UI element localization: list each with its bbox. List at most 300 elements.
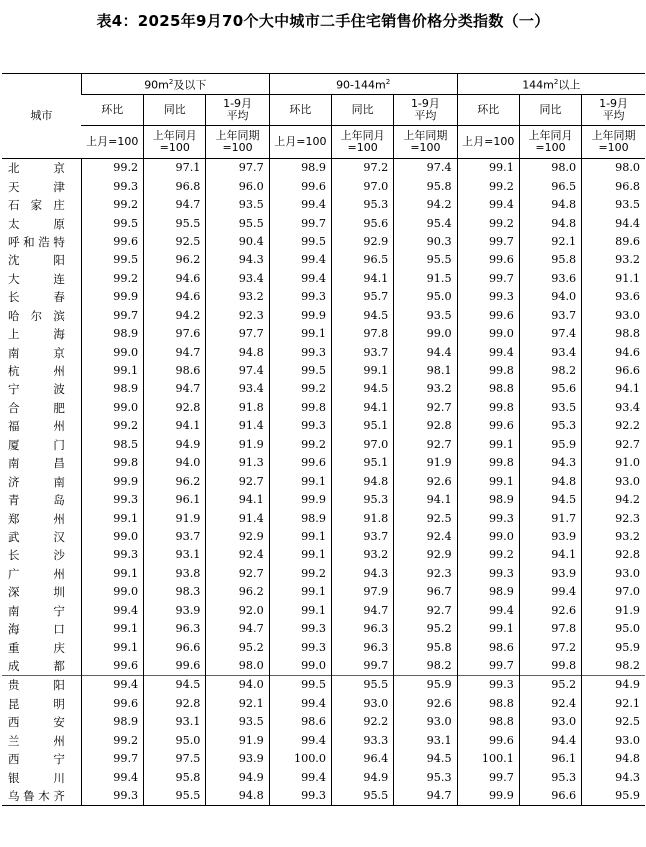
table-row	[2, 565, 645, 583]
index-value: 99.4	[519, 583, 581, 601]
index-value: 99.3	[81, 546, 143, 564]
city-name: 太 原	[8, 216, 65, 231]
index-value: 95.5	[144, 787, 206, 806]
index-value: 96.8	[144, 177, 206, 195]
city-name: 福 州	[8, 419, 65, 434]
index-value: 98.0	[582, 159, 645, 178]
index-value: 93.2	[582, 251, 645, 269]
index-value: 93.6	[582, 288, 645, 306]
index-value: 99.3	[81, 787, 143, 806]
index-value: 96.2	[144, 472, 206, 490]
index-value: 91.4	[206, 417, 269, 435]
index-value: 95.3	[331, 491, 393, 509]
index-value: 99.4	[457, 196, 519, 214]
index-value: 99.6	[144, 657, 206, 676]
index-value: 99.7	[457, 233, 519, 251]
index-value: 97.5	[144, 750, 206, 768]
yoy-base: 上年同月 =100	[519, 126, 581, 159]
city-name: 合 肥	[8, 400, 65, 415]
table-row	[2, 657, 645, 676]
index-value: 92.9	[206, 528, 269, 546]
index-value: 97.9	[331, 583, 393, 601]
index-value: 99.2	[81, 196, 143, 214]
index-value: 93.9	[144, 602, 206, 620]
table-row	[2, 732, 645, 750]
index-value: 95.5	[331, 787, 393, 806]
index-value: 99.3	[457, 288, 519, 306]
city-name: 上 海	[8, 327, 65, 342]
index-value: 93.0	[331, 695, 393, 713]
yoy-base: 上年同月 =100	[331, 126, 393, 159]
table-row	[2, 472, 645, 490]
index-value: 94.7	[144, 196, 206, 214]
index-value: 95.8	[394, 177, 457, 195]
index-value: 92.7	[582, 436, 645, 454]
index-value: 91.5	[394, 270, 457, 288]
index-value: 99.9	[81, 288, 143, 306]
table-header	[2, 74, 645, 159]
index-value: 92.5	[144, 233, 206, 251]
index-value: 91.9	[394, 454, 457, 472]
index-value: 91.9	[582, 602, 645, 620]
index-value: 99.5	[269, 362, 331, 380]
index-value: 95.8	[144, 768, 206, 786]
index-value: 99.7	[81, 307, 143, 325]
index-value: 99.1	[457, 436, 519, 454]
city-name: 石 家 庄	[8, 198, 65, 213]
index-value: 99.5	[269, 676, 331, 695]
index-value: 94.7	[394, 787, 457, 806]
index-value: 99.4	[81, 676, 143, 695]
index-value: 93.0	[582, 307, 645, 325]
index-value: 94.2	[582, 491, 645, 509]
index-value: 93.0	[582, 472, 645, 490]
index-value: 99.4	[457, 343, 519, 361]
index-value: 99.6	[81, 233, 143, 251]
index-value: 94.5	[144, 676, 206, 695]
index-value: 94.6	[582, 343, 645, 361]
table-row	[2, 787, 645, 806]
index-value: 96.5	[331, 251, 393, 269]
index-value: 92.2	[331, 713, 393, 731]
index-value: 99.6	[457, 251, 519, 269]
index-value: 94.1	[144, 417, 206, 435]
index-value: 99.0	[81, 399, 143, 417]
index-value: 93.5	[394, 307, 457, 325]
index-value: 99.9	[457, 787, 519, 806]
index-value: 94.7	[331, 602, 393, 620]
city-name: 长 沙	[8, 548, 65, 563]
index-value: 98.6	[457, 638, 519, 656]
table-row	[2, 399, 645, 417]
index-value: 99.6	[81, 657, 143, 676]
table-row	[2, 288, 645, 306]
index-value: 99.4	[457, 602, 519, 620]
index-value: 94.0	[144, 454, 206, 472]
index-value: 94.8	[331, 472, 393, 490]
index-value: 93.4	[206, 380, 269, 398]
index-value: 99.3	[81, 491, 143, 509]
index-value: 96.3	[331, 638, 393, 656]
index-value: 96.1	[144, 491, 206, 509]
index-value: 94.5	[519, 491, 581, 509]
index-value: 99.4	[81, 768, 143, 786]
ytd-avg-header: 1-9月 平均	[394, 95, 457, 126]
city-name: 深 圳	[8, 585, 65, 600]
index-value: 95.4	[394, 214, 457, 232]
index-value: 94.8	[519, 214, 581, 232]
index-value: 95.9	[394, 676, 457, 695]
index-value: 98.6	[144, 362, 206, 380]
index-value: 93.4	[206, 270, 269, 288]
index-value: 93.2	[394, 380, 457, 398]
index-value: 99.3	[457, 676, 519, 695]
index-value: 99.1	[457, 472, 519, 490]
ytd-avg-header: 1-9月 平均	[206, 95, 269, 126]
yoy-header: 同比	[331, 95, 393, 126]
index-value: 99.1	[81, 620, 143, 638]
table-row	[2, 436, 645, 454]
city-name: 青 岛	[8, 493, 65, 508]
index-value: 97.2	[331, 159, 393, 178]
index-value: 93.7	[144, 528, 206, 546]
index-value: 99.1	[81, 509, 143, 527]
index-value: 92.2	[582, 417, 645, 435]
index-value: 97.4	[519, 325, 581, 343]
index-value: 99.3	[269, 638, 331, 656]
index-value: 96.0	[206, 177, 269, 195]
city-name: 广 州	[8, 566, 65, 581]
index-value: 95.1	[331, 417, 393, 435]
index-value: 100.1	[457, 750, 519, 768]
index-value: 93.0	[582, 565, 645, 583]
city-name: 成 都	[8, 659, 65, 674]
index-value: 99.9	[81, 472, 143, 490]
subheader-row	[2, 95, 645, 126]
index-value: 94.9	[331, 768, 393, 786]
index-value: 94.7	[206, 620, 269, 638]
index-value: 99.2	[269, 436, 331, 454]
mom-base: 上月=100	[457, 126, 519, 159]
index-value: 99.4	[269, 270, 331, 288]
index-value: 93.3	[331, 732, 393, 750]
city-column-header: 城市	[2, 74, 81, 159]
index-value: 92.7	[394, 602, 457, 620]
index-value: 95.3	[519, 768, 581, 786]
index-value: 97.0	[582, 583, 645, 601]
city-name: 沈 阳	[8, 253, 65, 268]
yoy-header: 同比	[519, 95, 581, 126]
index-value: 89.6	[582, 233, 645, 251]
index-value: 99.6	[269, 454, 331, 472]
index-value: 94.3	[582, 768, 645, 786]
yoy-header: 同比	[144, 95, 206, 126]
ytd-avg-header: 1-9月 平均	[582, 95, 645, 126]
index-value: 93.9	[519, 528, 581, 546]
index-value: 93.0	[394, 713, 457, 731]
index-value: 99.8	[519, 657, 581, 676]
index-value: 91.4	[206, 509, 269, 527]
index-value: 95.2	[206, 638, 269, 656]
city-name: 乌鲁木齐	[2, 787, 81, 806]
table-row	[2, 509, 645, 527]
table-row	[2, 196, 645, 214]
index-value: 97.8	[331, 325, 393, 343]
index-value: 92.3	[206, 307, 269, 325]
index-value: 93.2	[331, 546, 393, 564]
index-value: 94.1	[394, 491, 457, 509]
index-value: 95.3	[519, 417, 581, 435]
index-value: 92.7	[206, 565, 269, 583]
index-value: 94.1	[331, 270, 393, 288]
city-name: 武 汉	[8, 529, 65, 544]
index-value: 93.4	[582, 399, 645, 417]
index-value: 99.4	[269, 251, 331, 269]
index-value: 99.8	[81, 454, 143, 472]
index-value: 99.1	[269, 325, 331, 343]
index-value: 92.7	[394, 399, 457, 417]
index-value: 99.7	[331, 657, 393, 676]
index-value: 95.7	[331, 288, 393, 306]
index-value: 93.5	[206, 713, 269, 731]
city-name: 南 昌	[8, 456, 65, 471]
table-row	[2, 676, 645, 695]
city-name: 大 连	[8, 271, 65, 286]
index-value: 99.5	[81, 214, 143, 232]
index-value: 96.5	[519, 177, 581, 195]
index-value: 93.5	[519, 399, 581, 417]
index-value: 93.5	[206, 196, 269, 214]
index-value: 98.1	[394, 362, 457, 380]
city-name: 济 南	[8, 474, 65, 489]
index-value: 95.0	[394, 288, 457, 306]
index-value: 98.8	[457, 695, 519, 713]
index-value: 94.8	[206, 787, 269, 806]
table-row	[2, 602, 645, 620]
group-header-90-144: $90-144m^2$	[269, 74, 457, 95]
table-row	[2, 491, 645, 509]
index-value: 91.1	[582, 270, 645, 288]
table-title: 表4：2025年9月70个大中城市二手住宅销售价格分类指数（一）	[96, 12, 550, 30]
index-value: 94.9	[582, 676, 645, 695]
city-name: 重 庆	[8, 640, 65, 655]
index-value: 98.6	[269, 713, 331, 731]
index-value: 92.4	[394, 528, 457, 546]
index-value: 94.2	[394, 196, 457, 214]
index-value: 93.7	[331, 343, 393, 361]
city-name: 昆 明	[8, 696, 65, 711]
table-row	[2, 713, 645, 731]
table-row	[2, 214, 645, 232]
index-value: 97.0	[331, 177, 393, 195]
index-value: 92.1	[519, 233, 581, 251]
index-value: 91.3	[206, 454, 269, 472]
mom-header: 环比	[457, 95, 519, 126]
index-value: 94.8	[519, 196, 581, 214]
index-value: 99.2	[457, 214, 519, 232]
index-value: 94.0	[206, 676, 269, 695]
index-value: 99.3	[457, 565, 519, 583]
index-value: 95.5	[144, 214, 206, 232]
index-value: 97.8	[519, 620, 581, 638]
city-name: 宁 波	[8, 382, 65, 397]
index-value: 93.5	[582, 196, 645, 214]
city-name: 贵 阳	[2, 676, 81, 695]
index-value: 92.4	[519, 695, 581, 713]
index-value: 94.2	[144, 307, 206, 325]
index-value: 99.1	[269, 528, 331, 546]
index-value: 94.8	[206, 343, 269, 361]
index-value: 98.3	[144, 583, 206, 601]
index-value: 94.3	[331, 565, 393, 583]
index-value: 99.2	[81, 270, 143, 288]
index-value: 95.9	[582, 787, 645, 806]
index-value: 94.0	[519, 288, 581, 306]
index-value: 94.6	[144, 288, 206, 306]
index-value: 92.6	[394, 472, 457, 490]
index-value: 93.2	[206, 288, 269, 306]
index-value: 94.3	[206, 251, 269, 269]
index-value: 92.1	[206, 695, 269, 713]
index-value: 96.3	[331, 620, 393, 638]
index-value: 99.3	[269, 343, 331, 361]
index-value: 99.2	[457, 177, 519, 195]
index-value: 95.2	[394, 620, 457, 638]
index-value: 95.0	[582, 620, 645, 638]
table-row	[2, 638, 645, 656]
index-value: 92.8	[394, 417, 457, 435]
city-name: 南 京	[8, 345, 65, 360]
index-value: 99.8	[457, 362, 519, 380]
index-value: 96.6	[519, 787, 581, 806]
base-row	[2, 126, 645, 159]
table-row	[2, 695, 645, 713]
index-value: 95.6	[519, 380, 581, 398]
index-value: 98.0	[206, 657, 269, 676]
index-value: 99.1	[81, 362, 143, 380]
index-value: 99.2	[457, 546, 519, 564]
index-value: 99.2	[269, 565, 331, 583]
index-value: 94.3	[519, 454, 581, 472]
ytd-base: 上年同期 =100	[394, 126, 457, 159]
city-name: 银 川	[8, 770, 65, 785]
index-value: 99.2	[81, 732, 143, 750]
index-value: 99.0	[81, 343, 143, 361]
index-value: 100.0	[269, 750, 331, 768]
index-value: 99.6	[457, 307, 519, 325]
index-value: 99.7	[269, 214, 331, 232]
table-row	[2, 583, 645, 601]
index-value: 99.1	[269, 583, 331, 601]
table-row	[2, 177, 645, 195]
index-value: 99.7	[457, 270, 519, 288]
index-value: 99.4	[269, 768, 331, 786]
index-value: 97.4	[206, 362, 269, 380]
index-value: 92.5	[582, 713, 645, 731]
index-value: 99.4	[269, 196, 331, 214]
index-value: 92.5	[394, 509, 457, 527]
index-value: 98.8	[582, 325, 645, 343]
city-name: 杭 州	[8, 364, 65, 379]
index-value: 98.2	[519, 362, 581, 380]
index-value: 93.7	[519, 307, 581, 325]
table-row	[2, 343, 645, 361]
index-value: 93.1	[144, 713, 206, 731]
city-name: 厦 门	[8, 437, 65, 452]
index-value: 99.2	[81, 159, 143, 178]
yoy-base: 上年同月 =100	[144, 126, 206, 159]
index-value: 99.0	[457, 528, 519, 546]
index-value: 94.4	[582, 214, 645, 232]
table-row	[2, 251, 645, 269]
group-header-over-144: $144m^2$以上	[457, 74, 645, 95]
index-value: 95.1	[331, 454, 393, 472]
index-value: 94.4	[519, 732, 581, 750]
table-body	[2, 159, 645, 806]
index-value: 94.7	[144, 343, 206, 361]
index-value: 99.1	[269, 472, 331, 490]
index-value: 95.6	[331, 214, 393, 232]
index-value: 95.3	[394, 768, 457, 786]
index-value: 99.0	[394, 325, 457, 343]
index-value: 92.9	[394, 546, 457, 564]
index-value: 95.5	[331, 676, 393, 695]
index-value: 98.2	[582, 657, 645, 676]
index-value: 98.9	[457, 491, 519, 509]
city-name: 兰 州	[8, 733, 65, 748]
table-row	[2, 750, 645, 768]
index-value: 96.6	[582, 362, 645, 380]
index-value: 99.6	[81, 695, 143, 713]
index-value: 96.7	[394, 583, 457, 601]
index-value: 93.1	[394, 732, 457, 750]
index-value: 94.1	[206, 491, 269, 509]
index-value: 97.6	[144, 325, 206, 343]
index-value: 98.0	[519, 159, 581, 178]
mom-base: 上月=100	[81, 126, 143, 159]
index-value: 90.4	[206, 233, 269, 251]
index-value: 97.0	[331, 436, 393, 454]
index-value: 97.1	[144, 159, 206, 178]
table-row	[2, 620, 645, 638]
index-value: 99.0	[81, 583, 143, 601]
index-value: 99.1	[457, 159, 519, 178]
table-row	[2, 233, 645, 251]
index-value: 99.0	[81, 528, 143, 546]
index-value: 93.2	[582, 528, 645, 546]
index-value: 91.8	[206, 399, 269, 417]
index-value: 99.4	[269, 695, 331, 713]
index-value: 92.8	[582, 546, 645, 564]
index-value: 93.8	[144, 565, 206, 583]
index-value: 90.3	[394, 233, 457, 251]
city-name: 西 宁	[8, 752, 65, 767]
ytd-base: 上年同期 =100	[582, 126, 645, 159]
index-value: 99.4	[81, 602, 143, 620]
index-value: 93.6	[519, 270, 581, 288]
index-value: 94.5	[394, 750, 457, 768]
group-header-under-90: $90m^2$及以下	[81, 74, 269, 95]
index-value: 99.3	[269, 288, 331, 306]
table-row	[2, 454, 645, 472]
index-value: 99.9	[269, 491, 331, 509]
index-value: 98.8	[457, 380, 519, 398]
index-value: 95.9	[519, 436, 581, 454]
index-value: 92.1	[582, 695, 645, 713]
table-row	[2, 159, 645, 178]
index-value: 92.9	[331, 233, 393, 251]
mom-header: 环比	[81, 95, 143, 126]
